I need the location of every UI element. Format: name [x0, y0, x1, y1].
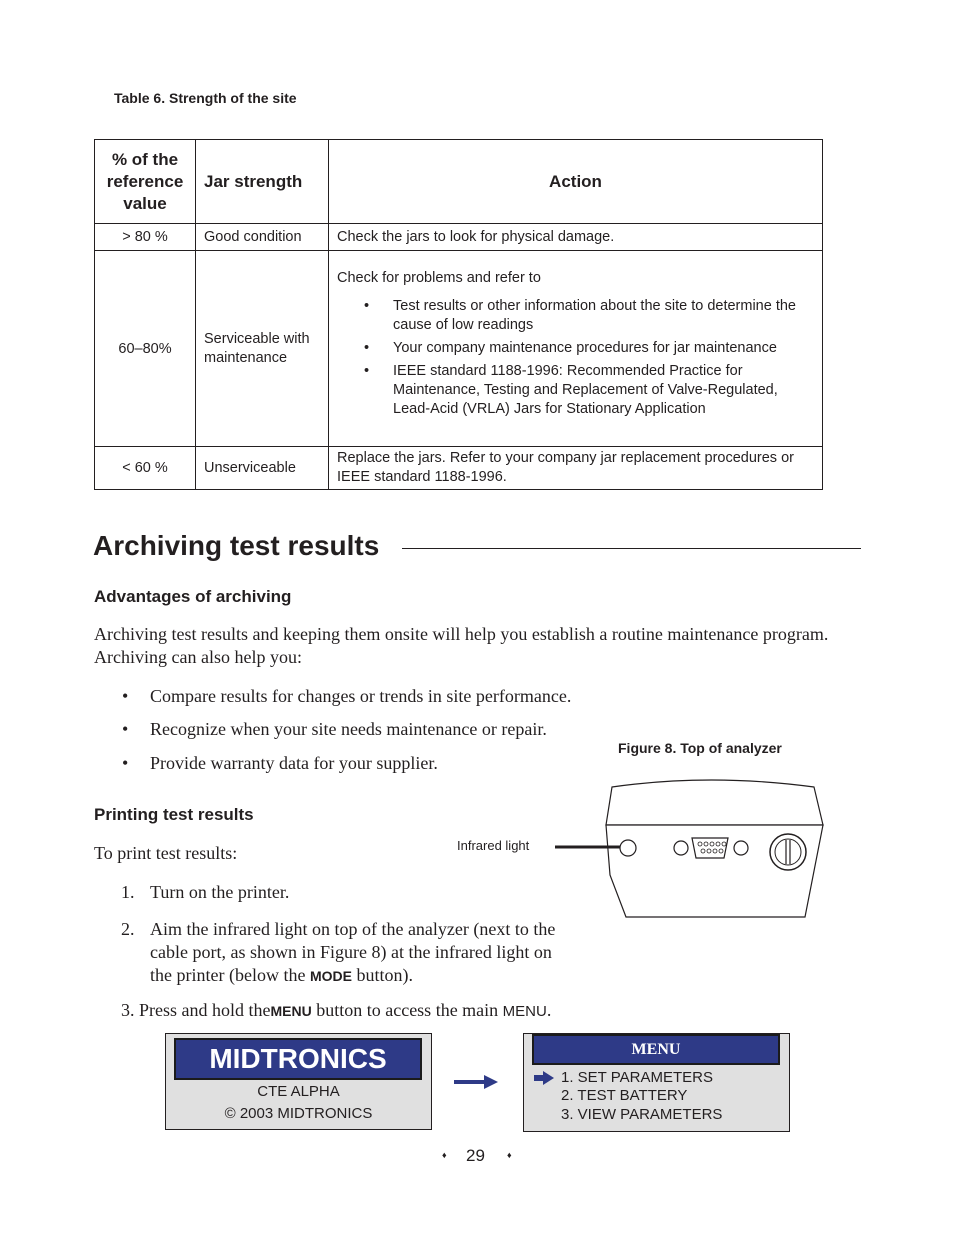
list-item: Recognize when your site needs maintenance or repair. — [150, 719, 547, 739]
step-3 — [121, 999, 551, 1023]
section-title: Archiving test results — [93, 530, 380, 561]
page-number: 29 — [466, 1146, 485, 1165]
footer-diamond-icon: ♦ — [442, 1150, 447, 1160]
menu-item-set-parameters[interactable]: 1. SET PARAMETERS — [561, 1069, 713, 1086]
menu-item-view-parameters[interactable]: 3. VIEW PARAMETERS — [561, 1106, 723, 1123]
figure-caption: Figure 8. Top of analyzer — [618, 740, 782, 756]
list-item: • IEEE standard 1188-1996: Recommended Practice for Maintenance, Testing and Replacement of Valve-Regulated, Lead-Acid (VRLA) Jars for Stationary Application — [337, 362, 814, 419]
infrared-callout: Infrared light — [457, 838, 530, 853]
step-2-text: Aim the infrared light on top of the analyzer (next to the cable port, as shown in Figure 8) at the infrared light on the printer (below the — [150, 919, 556, 985]
list-item: • Test results or other information about the site to determine the cause of low readings — [337, 297, 814, 335]
menu-item-test-battery[interactable]: 2. TEST BATTERY — [561, 1087, 688, 1104]
step-2-end: button). — [356, 965, 413, 985]
step-2 — [150, 918, 570, 988]
step-3-text: Press and hold the — [139, 1000, 271, 1020]
action-list — [337, 297, 814, 419]
bullet-icon: • — [122, 686, 129, 706]
printing-intro: To print test results: — [94, 843, 238, 863]
startup-screen — [165, 1033, 432, 1130]
step-1: Turn on the printer. — [150, 882, 290, 902]
led-icon — [734, 841, 748, 855]
header-strength: Jar strength — [196, 140, 329, 224]
row-action — [329, 251, 823, 447]
advantages-heading: Advantages of archiving — [94, 587, 292, 606]
screen-line: CTE ALPHA — [257, 1083, 340, 1100]
step-number: 2. — [121, 919, 135, 939]
row-strength: Good condition — [196, 224, 329, 251]
list-item: Provide warranty data for your supplier. — [150, 753, 438, 773]
bullet-icon: • — [122, 753, 129, 773]
strength-table — [94, 139, 823, 490]
table-row — [95, 251, 823, 447]
mode-key: MODE — [309, 968, 352, 984]
arrow-right-icon — [452, 1073, 500, 1091]
header-pct: % of the reference value — [95, 140, 196, 224]
menu-header: MENU — [532, 1034, 780, 1065]
row-pct: > 80 % — [95, 224, 196, 251]
row-pct: < 60 % — [95, 447, 196, 490]
infrared-light-icon — [620, 840, 636, 856]
advantages-intro: Archiving test results and keeping them onsite will help you establish a routine maintenance program. Archiving can also help you: — [94, 624, 829, 667]
header-action: Action — [329, 140, 823, 224]
row-strength: Serviceable with maintenance — [196, 251, 329, 447]
menu-word: MENU — [502, 1003, 547, 1020]
analyzer-lid — [606, 780, 823, 825]
row-pct: 60–80% — [95, 251, 196, 447]
menu-screen — [523, 1033, 790, 1132]
cable-port-icon — [692, 838, 728, 858]
row-action: Replace the jars. Refer to your company jar replacement procedures or IEEE standard 1188-1996. — [329, 447, 823, 490]
menu-key: MENU — [270, 1003, 312, 1019]
action-intro: Check for problems and refer to — [337, 270, 541, 286]
row-strength: Unserviceable — [196, 447, 329, 490]
heading-rule — [402, 548, 861, 549]
row-action: Check the jars to look for physical damage. — [329, 224, 823, 251]
selection-arrow-icon — [533, 1071, 555, 1085]
list-item: • Your company maintenance procedures for jar maintenance — [337, 339, 814, 358]
led-icon — [674, 841, 688, 855]
table-row — [95, 447, 823, 490]
footer-diamond-icon: ♦ — [507, 1150, 512, 1160]
step-number: 3. — [121, 1000, 135, 1020]
step-number: 1. — [121, 882, 135, 902]
analyzer-top-figure — [550, 775, 830, 925]
list-item: Compare results for changes or trends in site performance. — [150, 686, 572, 706]
bullet-icon: • — [122, 719, 129, 739]
table-row — [95, 224, 823, 251]
step-3-text-b: button to access the main — [316, 1000, 499, 1020]
table-header-row — [95, 140, 823, 224]
printing-heading: Printing test results — [94, 805, 254, 824]
screen-line: © 2003 MIDTRONICS — [224, 1105, 373, 1122]
step-3-end: . — [546, 1000, 552, 1020]
brand-banner: MIDTRONICS — [174, 1038, 422, 1080]
table-caption: Table 6. Strength of the site — [114, 90, 297, 106]
